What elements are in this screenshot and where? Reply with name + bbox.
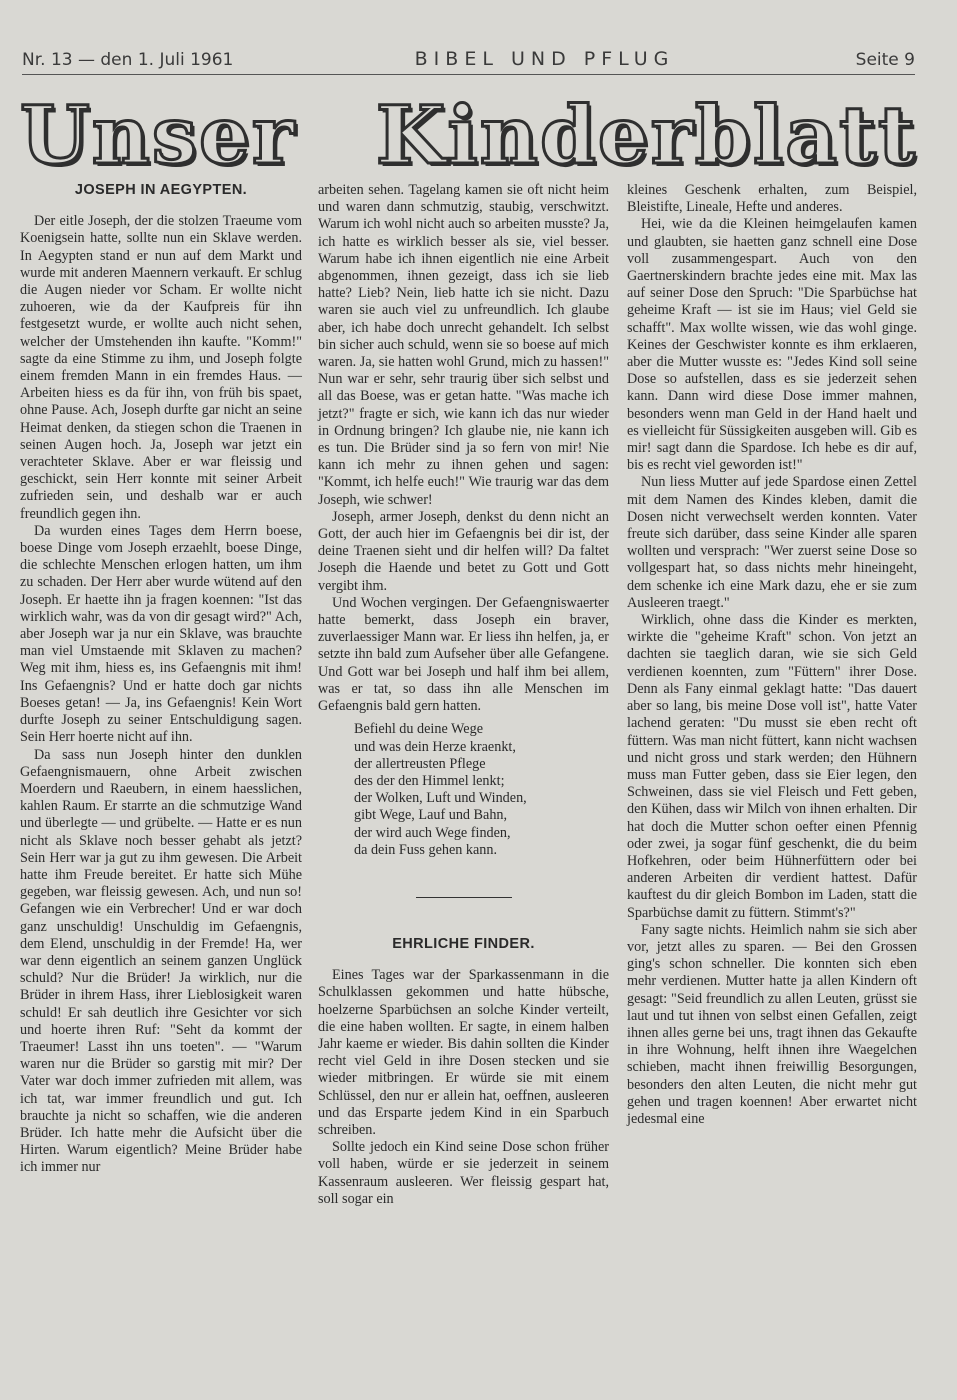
paragraph: Joseph, armer Joseph, denkst du denn nicht an Gott, der auch hier im Gefaengnis bei dir ist, der deine Traenen sieht und dir helfen will? Da faltet Joseph die Haende und betet zu Gott und Gott vergibt ihm. [318, 508, 609, 594]
paragraph: Fany sagte nichts. Heimlich nahm sie sich aber vor, jetzt alles zu sparen. — Bei den Grossen ging's schon schneller. Die konnten sich eben mehr verdienen. Mutter hatte ja allen Kindern oft gesagt: "Seid freundlich zu allen Leuten, grüsst sie laut und tut ihnen von selbst einen Gefallen, zeigt ihnen alles gerne bei uns, tragt ihnen das Gekaufte in ihre Wohnung, helft ihnen ihre Waegelchen schieben, macht ihnen freiwillig Besorgungen, besonders den alten Leuten, die nicht mehr gut gehen und tragen koennen! Aber erwartet nicht jedesmal eine [627, 921, 917, 1127]
poem-line: gibt Wege, Lauf und Bahn, [354, 807, 508, 824]
paragraph: Da wurden eines Tages dem Herrn boese, boese Dinge vom Joseph erzaehlt, boese Dinge, die schlechte Menschen erlogen hatten, um ihm zu schaden. Der Herr aber wurde wütend auf den Joseph. Er haette ihn ja fragen koennen: "Ist das wirklich wahr, was da von dir gesagt wird?" Ach, aber Joseph war ja nur ein Sklave, was brauchte man viel Umstaende mit Sklaven zu machen? Weg mit ihm, hiess es, ins Gefaengnis mit ihm! Ins Gefaengnis? Und er hatte doch gar nichts Boeses getan! — Ja, ins Gefaengnis! Kein Wort durfte Joseph zu seiner Entschuldigung sagen. Sein Herr hoerte nicht auf ihn. [20, 522, 302, 746]
column-1 [20, 182, 302, 1177]
paragraph: Und Wochen vergingen. Der Gefaengniswaerter hatte bemerkt, dass Joseph ein braver, zuverlaessiger Mann war. Er liess ihn helfen, ja, er setzte ihn bald zum Aufseher über alle Gefangene. Und Gott war bei Joseph und half ihm bei allem, was er tat, so dass ihn alle Menschen im Gefaengnis bald gern hatten. [318, 594, 609, 715]
paragraph: Der eitle Joseph, der die stolzen Traeume vom Koenigsein hatte, sollte nun ein Sklave werden. In Aegypten stand er nun auf dem Markt und wurde mit anderen Maennern verkauft. Er schlug die Augen nieder vor Scham. Er wollte nicht zuhoeren, wie da der Kaufpreis für ihn festgesetzt wurde, er wollte auch nicht sehen, welcher der Umstehenden ihn kaufte. "Komm!" sagte da eine Stimme zu ihm, und Joseph folgte einem fremden Mann in ein fremdes Haus. — Arbeiten hiess es da für ihn, von früh bis spaet, ohne Pause. Ach, Joseph durfte gar nicht an seine Heimat denken, da stiegen schon die Traenen in seinen Augen hoch. Ja, Joseph war jetzt ein verachteter Sklave. Aber er war fleissig und geschickt, sein Herr konnte mit seiner Arbeit zufrieden sein, und deshalb war er auch freundlich gegen ihn. [20, 213, 302, 522]
paragraph: Wirklich, ohne dass die Kinder es merkten, wirkte die "geheime Kraft" schon. Von jetzt an dachten sie taeglich daran, wie sie sich Geld verdienen koennten, zum "Füttern" ihrer Dose. Denn als Fany einmal geklagt hatte: "Das dauert aber so lang, bis meine Dose voll ist", hatte Vater lachend geraten: "Du musst sie eben recht oft füttern. Was man nicht füttert, kann nicht wachsen und nicht gross und stark werden; den Hühnern muss man Futter geben, dass sie Eier legen, den Schweinen, dass sie viel Fleisch und Fett geben, den Kühen, dass wir Milch von ihnen erhalten. Dir hat doch die Mutter schon oefter einen Pfennig oder zwei, ja sogar fünf geschenkt, die du beim Hofkehren, oder beim Hühnerfüttern oder bei anderen Arbeiten dir verdient hattest. Dafür kauftest du dir gleich Bombon im Laden, statt die Sparbüchse damit zu füttern. Stimmt's?" [627, 612, 917, 921]
story-title-joseph: JOSEPH IN AEGYPTEN. [74, 182, 248, 198]
masthead [20, 90, 917, 180]
masthead-word-1: Unser [20, 88, 297, 182]
paragraph: Hei, wie da die Kleinen heimgelaufen kamen und glaubten, sie haetten ganz schnell eine Dose voll zusammengespart. Auch von den Gaertnerskindern brachte jedes eine mit. Max las auf seiner Dose den Spruch: "Die Sparbüchse hat geheime Kraft — ist sie im Haus; viel Geld sie schafft". Max wollte wissen, wie das wohl ginge. Keines der Geschwister konnte es ihm erklaeren, aber die Mutter wusste es: "Jedes Kind soll seine Dose so aufstellen, dass es sie jederzeit sehen kann. Dann wird diese Dose immer mahnen, besonders wenn man Geld in der Hand haelt und es vielleicht für Süssigkeiten ausgeben will. Gib es mir! sagt dann die Spardose. Ich hebe es dir auf, bis es recht viel geworden ist!" [627, 216, 917, 474]
poem-line: da dein Fuss gehen kann. [354, 841, 498, 858]
poem-line: des der den Himmel lenkt; [354, 772, 505, 789]
column-3 [627, 182, 917, 1128]
page-number: Seite 9 [855, 50, 915, 70]
paragraph: Sollte jedoch ein Kind seine Dose schon früher voll haben, würde er sie jederzeit in seinem Kassenraum ausleeren. Wer fleissig gespart hat, soll sogar ein [318, 1139, 609, 1207]
paragraph: Da sass nun Joseph hinter den dunklen Gefaengnismauern, ohne Arbeit zwischen Moerdern und Raeubern, in einem haesslichen, kahlen Raum. Er starrte an die schmutzige Wand und überlegte — und grübelte. — Hatte er es nun nicht als Sklave noch besser gehabt als jetzt? Sein Herr war ja gut zu ihm gewesen. Die Arbeit hatte ihm Freude bereitet. Er hatte sich Mühe gegeben, war fleissig gewesen. Ach, und nun so! Gefangen wie ein Verbrecher! Und er war doch ganz unschuldig! Unschuldig im Gefaengnis, dem Elend, unschuldig in der Fremde! Ha, wer war denn eigentlich an seinem ganzen Unglück schuld? Nur die Brüder! Ja wirklich, nur die Brüder in ihrem Hass, ihrer Lieblosigkeit waren schuld! Er sah deutlich ihre Gesichter vor sich und hoerte ihren Ruf: "Seht da kommt der Traeumer! Lasst ihn uns toeten". — "Warum waren nur die Brüder so garstig mit mir? Der Vater war doch immer zufrieden mit allem, was ich tat, war immer freundlich und gut. Ich brauchte ja nicht so schaffen, wie die anderen Brüder. Ich hatte mehr die Aufsicht über die Hirten. Warum eigentlich? Meine Brüder habe ich immer nur [20, 746, 302, 1176]
issue-date: Nr. 13 — den 1. Juli 1961 [22, 50, 234, 70]
story-title-finder: EHRLICHE FINDER. [392, 935, 535, 952]
hymn-verse [354, 721, 609, 859]
poem-line: und was dein Herze kraenkt, [354, 738, 516, 755]
paragraph: Nun liess Mutter auf jede Spardose einen Zettel mit dem Namen des Kindes kleben, damit die Dosen nicht verwechselt werden konnten. Vater freute sich darüber, dass seine Kinder alle sparen wollten und versprach: "Wer zuerst seine Dose so vollgespart hat, so dass nichts mehr hineingeht, dem schenke ich eine Mark dazu, ehe er sie zum Ausleeren traegt." [627, 474, 917, 611]
paragraph: arbeiten sehen. Tagelang kamen sie oft nicht heim und waren dann schmutzig, staubig, verschwitzt. Warum ich wohl nicht auch so arbeiten musste? Ja, ich hatte es wirklich besser als sie, viel besser. Warum habe ich ihnen eigentlich nie eine Arbeit abgenommen, ihnen gezeigt, dass ich sie lieb hatte? Lieb? Nein, lieb hatte ich sie nicht. Dazu waren sie auch viel zu unfreundlich. Ich glaube aber, ich habe doch unrecht gehandelt. Ich selbst bin sicher auch schuld, wenn sie so boese auf mich waren. Ja, sie hatten wohl Grund, mich zu hassen!" Nun war er sehr, sehr traurig über sich selbst und all das Boese, was er getan hatte. "Was mache ich jetzt?" fragte er sich, wie kann ich das nur wieder in Ordnung bringen? Ich glaube nie, nie kann ich es tun. Die Brüder sind ja so fern von mir! Nie kann ich mehr zu ihnen gehen und sagen: "Kommt, ich helfe euch!" Wie traurig war das dem Joseph, wie schwer! [318, 182, 609, 508]
paragraph: Eines Tages war der Sparkassenmann in die Schulklassen gekommen und hatte hübsche, hoelzerne Sparbüchsen an solche Kinder verteilt, die eine haben wollten. Er sagte, in einem halben Jahr kaeme er wieder. Bis dahin sollten die Kinder recht viel Geld in ihre Dosen stecken und sie wieder mitbringen. Er würde sie mit einem Schlüssel, den nur er allein hat, oeffnen, ausleeren und das Ersparte jedem Kind in ein Sparbuch schreiben. [318, 967, 609, 1138]
publication-title: BIBEL UND PFLUG [414, 48, 675, 70]
poem-line: Befiehl du deine Wege [354, 721, 483, 738]
masthead-word-2: Kinderblatt [375, 88, 917, 182]
poem-line: der Wolken, Luft und Winden, [354, 790, 527, 807]
column-2 [318, 182, 609, 1208]
poem-line: der wird auch Wege finden, [354, 824, 511, 841]
paragraph: kleines Geschenk erhalten, zum Beispiel, Bleistifte, Lineale, Hefte und anderes. [627, 182, 917, 216]
poem-line: der allertreusten Pflege [354, 755, 486, 772]
page-header [22, 48, 915, 70]
section-divider [416, 897, 512, 898]
header-rule [22, 74, 915, 75]
